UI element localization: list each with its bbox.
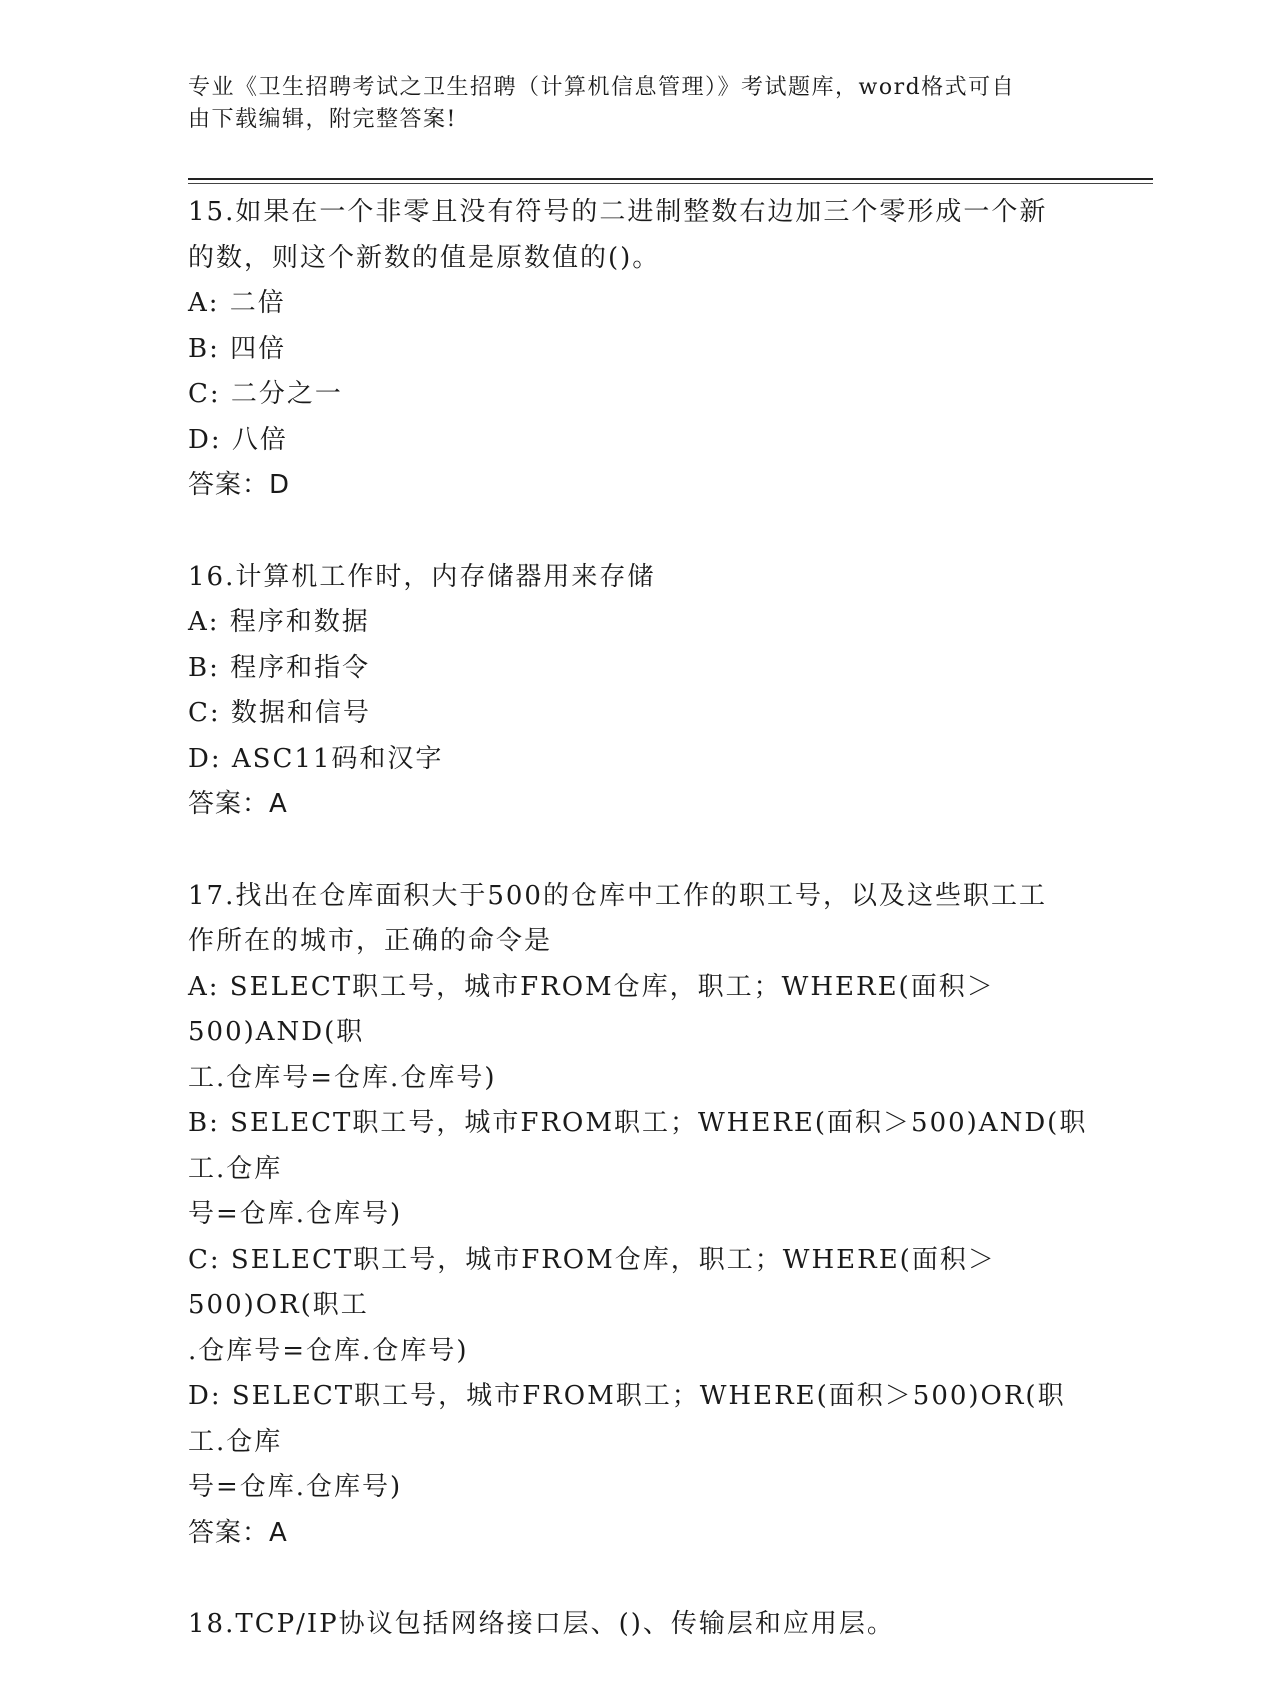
option-a: A: 程序和数据 — [188, 607, 370, 637]
header-divider-thick — [188, 178, 1153, 180]
question-17 — [188, 874, 1088, 1557]
header-divider-thin — [188, 183, 1153, 184]
answer-label: 答案：A — [188, 789, 288, 819]
question-stem: 17.找出在仓库面积大于500的仓库中工作的职工号，以及这些职工工 — [188, 880, 1047, 911]
question-list — [188, 190, 1088, 1694]
option-a: A: SELECT职工号，城市FROM仓库，职工；WHERE(面积＞500)AND(职 — [188, 971, 995, 1047]
question-stem: 的数，则这个新数的值是原数值的()。 — [188, 242, 661, 273]
option-c-cont: .仓库号=仓库.仓库号) — [188, 1335, 469, 1366]
option-c: C: 二分之一 — [188, 379, 343, 409]
option-d-cont: 号=仓库.仓库号) — [188, 1472, 403, 1502]
answer-label: 答案：D — [188, 470, 291, 500]
option-d: D: 八倍 — [188, 424, 288, 455]
question-15 — [188, 190, 1088, 509]
option-b: B: SELECT职工号，城市FROM职工；WHERE(面积＞500)AND(职工.仓库 — [188, 1108, 1088, 1184]
question-stem: 作所在的城市，正确的命令是 — [188, 926, 553, 956]
answer-label: 答案：A — [188, 1517, 288, 1548]
option-d: D: ASC11码和汉字 — [188, 743, 444, 774]
document-header — [188, 72, 1088, 136]
option-c: C: SELECT职工号，城市FROM仓库，职工；WHERE(面积＞500)OR(职工 — [188, 1244, 996, 1320]
option-a: A: 二倍 — [188, 288, 286, 318]
option-a-cont: 工.仓库号=仓库.仓库号) — [188, 1062, 497, 1093]
question-stem: 16.计算机工作时，内存储器用来存储 — [188, 561, 656, 592]
header-line-1: 专业《卫生招聘考试之卫生招聘（计算机信息管理）》考试题库，word格式可自 — [188, 75, 1016, 100]
question-16 — [188, 555, 1088, 828]
question-18 — [188, 1602, 1088, 1648]
question-stem: 15.如果在一个非零且没有符号的二进制整数右边加三个零形成一个新 — [188, 197, 1048, 227]
question-stem: 18.TCP/IP协议包括网络接口层、()、传输层和应用层。 — [188, 1609, 895, 1639]
header-line-2: 由下载编辑，附完整答案! — [188, 107, 457, 132]
option-c: C: 数据和信号 — [188, 698, 371, 728]
option-b: B: 程序和指令 — [188, 652, 371, 683]
option-d: D: SELECT职工号，城市FROM职工；WHERE(面积＞500)OR(职工.仓库 — [188, 1381, 1066, 1457]
option-b-cont: 号=仓库.仓库号) — [188, 1199, 403, 1229]
option-b: B: 四倍 — [188, 333, 287, 364]
